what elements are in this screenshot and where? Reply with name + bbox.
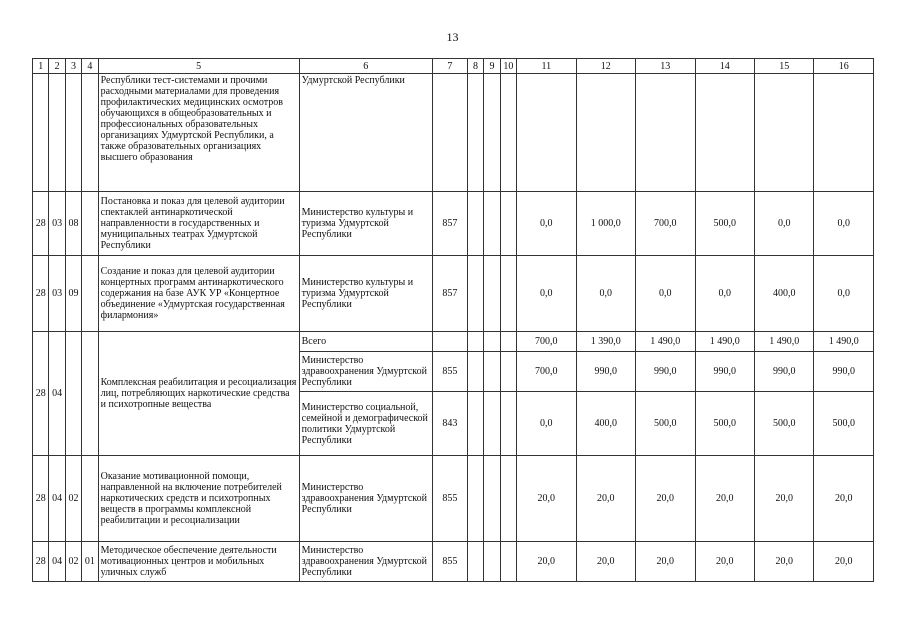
value-cell: 990,0 [814, 352, 874, 392]
total-cell: 700,0 [517, 332, 576, 352]
value-cell: 20,0 [754, 542, 813, 582]
value-cell: 400,0 [754, 256, 813, 332]
code-m: 01 [82, 542, 98, 582]
value-cell: 20,0 [754, 456, 813, 542]
header-cell: 15 [754, 59, 813, 74]
table-row [33, 542, 874, 582]
code-om: 08 [65, 192, 81, 256]
value-cell: 20,0 [814, 456, 874, 542]
code-gp: 28 [33, 256, 49, 332]
value-cell: 0,0 [636, 256, 695, 332]
header-cell: 14 [695, 59, 754, 74]
code-pp: 03 [49, 256, 65, 332]
code-om: 02 [65, 456, 81, 542]
code-gp: 28 [33, 542, 49, 582]
value-cell: 20,0 [814, 542, 874, 582]
header-cell: 11 [517, 59, 576, 74]
value-cell: 20,0 [576, 456, 635, 542]
executor: Удмуртской Республики [299, 74, 432, 192]
executor: Министерство социальной, семейной и демографической политики Удмуртской Республики [299, 392, 432, 456]
total-cell: 1 390,0 [576, 332, 635, 352]
code-m [82, 192, 98, 256]
executor: Министерство здравоохранения Удмуртской Республики [299, 352, 432, 392]
header-cell: 4 [82, 59, 98, 74]
total-cell: 1 490,0 [814, 332, 874, 352]
code-pp: 04 [49, 332, 65, 456]
event-name: Комплексная реабилитация и ресоциализация лиц, потребляющих наркотические средства и психотропные вещества [98, 332, 299, 456]
value-cell: 500,0 [695, 392, 754, 456]
value-cell: 0,0 [814, 256, 874, 332]
header-cell: 2 [49, 59, 65, 74]
table-row [33, 456, 874, 542]
total-cell: 1 490,0 [754, 332, 813, 352]
header-cell: 8 [467, 59, 483, 74]
code-m [82, 256, 98, 332]
value-cell: 0,0 [517, 192, 576, 256]
table-row [33, 332, 874, 352]
code-gp: 28 [33, 456, 49, 542]
value-cell: 500,0 [754, 392, 813, 456]
header-cell: 13 [636, 59, 695, 74]
code-pp: 04 [49, 456, 65, 542]
table-row [33, 192, 874, 256]
executor: Министерство культуры и туризма Удмуртской Республики [299, 192, 432, 256]
header-cell: 7 [432, 59, 467, 74]
header-cell: 16 [814, 59, 874, 74]
value-cell: 0,0 [576, 256, 635, 332]
event-name: Постановка и показ для целевой аудитории спектаклей антинаркотической направленности в государственных и муниципальных театрах Удмуртской Республики [98, 192, 299, 256]
event-name: Республики тест-системами и прочими расходными материалами для проведения профилактических медицинских осмотров обучающихся в общеобразовательных и профессиональных образовательных организациях Удмуртской Республики, а также образовательных организациях высшего образования [98, 74, 299, 192]
budget-code: 855 [432, 542, 467, 582]
value-cell: 0,0 [814, 192, 874, 256]
code-m [82, 456, 98, 542]
value-cell: 500,0 [636, 392, 695, 456]
budget-code: 855 [432, 456, 467, 542]
code-om: 09 [65, 256, 81, 332]
event-name: Создание и показ для целевой аудитории концертных программ антинаркотического содержания на базе АУК УР «Концертное объединение «Удмуртская государственная филармония» [98, 256, 299, 332]
executor: Министерство культуры и туризма Удмуртской Республики [299, 256, 432, 332]
header-cell: 1 [33, 59, 49, 74]
value-cell: 20,0 [517, 456, 576, 542]
value-cell: 20,0 [695, 542, 754, 582]
executor: Министерство здравоохранения Удмуртской Республики [299, 456, 432, 542]
value-cell: 20,0 [695, 456, 754, 542]
code-pp: 03 [49, 192, 65, 256]
program-table [32, 58, 874, 582]
header-cell: 9 [484, 59, 500, 74]
value-cell: 20,0 [636, 542, 695, 582]
value-cell: 700,0 [517, 352, 576, 392]
value-cell: 0,0 [754, 192, 813, 256]
value-cell: 990,0 [576, 352, 635, 392]
value-cell: 500,0 [695, 192, 754, 256]
event-name: Оказание мотивационной помощи, направленной на включение потребителей наркотических средств и психотропных веществ в программы комплексной реабилитации и ресоциализации [98, 456, 299, 542]
value-cell: 990,0 [754, 352, 813, 392]
table-row [33, 74, 874, 192]
total-label: Всего [299, 332, 432, 352]
value-cell: 700,0 [636, 192, 695, 256]
value-cell: 0,0 [517, 392, 576, 456]
budget-code: 857 [432, 192, 467, 256]
budget-code: 857 [432, 256, 467, 332]
value-cell: 0,0 [695, 256, 754, 332]
header-cell: 5 [98, 59, 299, 74]
table-row [33, 256, 874, 332]
value-cell: 990,0 [636, 352, 695, 392]
header-cell: 6 [299, 59, 432, 74]
code-om: 02 [65, 542, 81, 582]
value-cell: 1 000,0 [576, 192, 635, 256]
header-cell: 12 [576, 59, 635, 74]
budget-code: 843 [432, 392, 467, 456]
value-cell: 20,0 [636, 456, 695, 542]
header-row [33, 59, 874, 74]
code-gp: 28 [33, 192, 49, 256]
event-name: Методическое обеспечение деятельности мотивационных центров и мобильных уличных служб [98, 542, 299, 582]
value-cell: 400,0 [576, 392, 635, 456]
value-cell: 0,0 [517, 256, 576, 332]
value-cell: 990,0 [695, 352, 754, 392]
executor: Министерство здравоохранения Удмуртской Республики [299, 542, 432, 582]
budget-code: 855 [432, 352, 467, 392]
value-cell: 20,0 [517, 542, 576, 582]
code-pp: 04 [49, 542, 65, 582]
page-number: 13 [446, 30, 459, 44]
header-cell: 3 [65, 59, 81, 74]
value-cell: 500,0 [814, 392, 874, 456]
total-cell: 1 490,0 [636, 332, 695, 352]
code-gp: 28 [33, 332, 49, 456]
value-cell: 20,0 [576, 542, 635, 582]
header-cell: 10 [500, 59, 516, 74]
total-cell: 1 490,0 [695, 332, 754, 352]
